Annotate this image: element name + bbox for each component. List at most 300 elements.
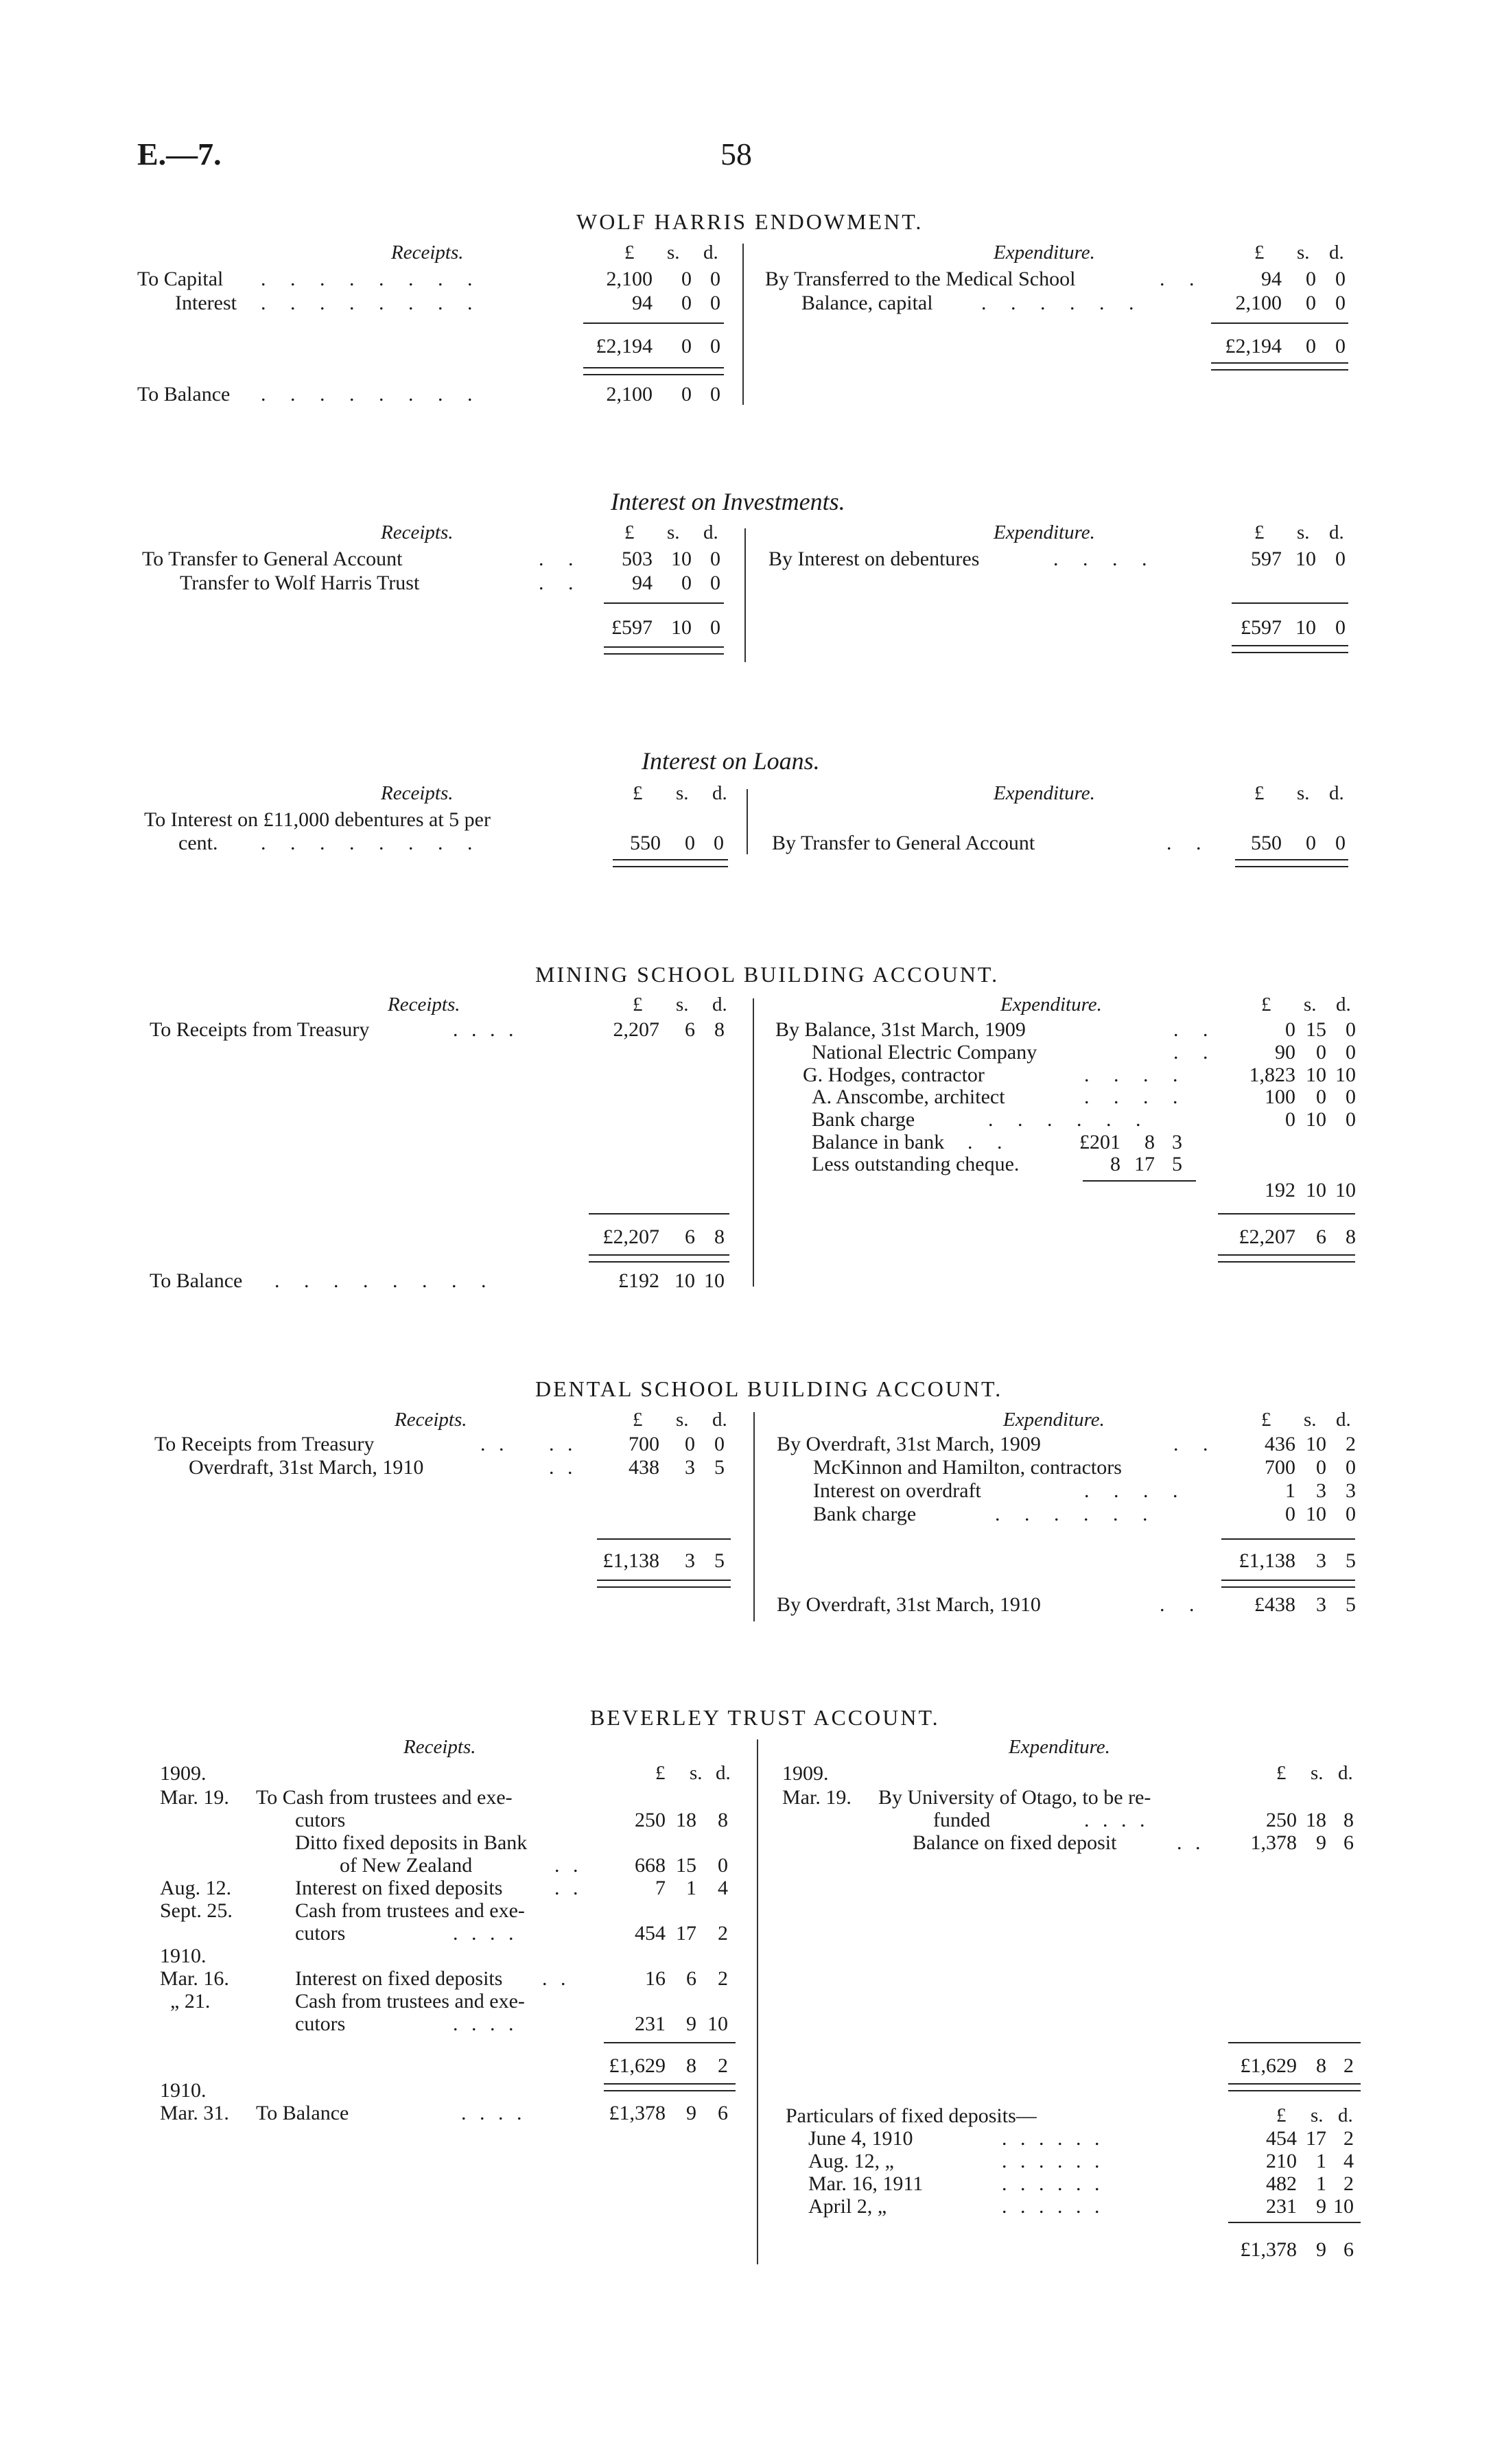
leader-dots: . . [549, 1433, 577, 1455]
beverley-r6-line2: cutors [295, 2013, 346, 2035]
leader-dots: . . [549, 1456, 577, 1479]
currency-pence: d. [1336, 1409, 1351, 1431]
total-pence: 2 [718, 2054, 728, 2077]
beverley-balance-label: To Balance [256, 2102, 349, 2124]
amount-pounds: 2,100 [606, 383, 653, 406]
currency-shilling: s. [676, 994, 689, 1016]
amount-shillings: 9 [686, 2102, 696, 2124]
wolf-harris-receipt-2-label: Interest [175, 292, 237, 314]
currency-shilling: s. [676, 782, 689, 804]
investments-receipts-label: Receipts. [381, 521, 454, 543]
amount-pounds: 482 [1266, 2172, 1297, 2195]
currency-pound: £ [633, 782, 643, 804]
total-pence: 0 [1335, 335, 1346, 357]
amount-pounds: 700 [629, 1433, 659, 1455]
rule [604, 2042, 736, 2043]
mining-receipts-label: Receipts. [388, 994, 460, 1016]
amount-shillings: 1 [1316, 2172, 1326, 2195]
double-rule [597, 1580, 731, 1588]
leader-dots: . . . . [1053, 548, 1157, 570]
amount-shillings: 0 [1306, 292, 1316, 314]
beverley-r4-line2: cutors [295, 1922, 346, 1945]
leader-dots: . . . . [453, 1018, 518, 1041]
year-label: 1909. [782, 1762, 829, 1785]
rule [1228, 2222, 1361, 2223]
beverley-r4-line1: Cash from trustees and exe- [295, 1899, 525, 1922]
beverley-r2-line1: Ditto fixed deposits in Bank [295, 1831, 528, 1854]
amount-pence: 0 [1346, 1041, 1356, 1064]
investments-exp-1-label: By Interest on debentures [768, 548, 980, 570]
wolf-harris-exp-1-label: By Transferred to the Medical School [765, 268, 1076, 290]
currency-pence: d. [1338, 1762, 1353, 1784]
currency-pence: d. [1336, 994, 1351, 1016]
currency-pound: £ [633, 1409, 643, 1431]
amount-shillings: 10 [1306, 1064, 1326, 1086]
amount-pence: 0 [1335, 268, 1346, 290]
total-pence: 8 [1346, 1225, 1356, 1248]
amount-pounds: 231 [1266, 2195, 1297, 2218]
leader-dots: . . . . . . . . [261, 383, 482, 406]
currency-shilling: s. [1311, 1762, 1324, 1784]
amount-pence: 10 [1335, 1064, 1356, 1086]
total-pence: 5 [1346, 1549, 1356, 1572]
amount-pence: 5 [714, 1456, 725, 1479]
leader-dots: . . . . . . [1002, 2127, 1104, 2150]
rule [597, 1538, 731, 1540]
particulars-label: Particulars of fixed deposits— [786, 2104, 1037, 2127]
amount-pence: 0 [710, 292, 720, 314]
amount-shillings: 9 [686, 2013, 696, 2035]
currency-pound: £ [1254, 782, 1265, 804]
currency-pound: £ [633, 994, 643, 1016]
amount-pence: 0 [710, 548, 720, 570]
amount-shillings: 0 [681, 572, 692, 594]
amount-pence: 10 [1333, 2195, 1354, 2218]
investments-expenditure-label: Expenditure. [994, 521, 1095, 543]
currency-pence: d. [1329, 521, 1344, 543]
leader-dots: . . [539, 548, 583, 570]
leader-dots: . . [1160, 1593, 1204, 1616]
currency-shilling: s. [676, 1409, 689, 1431]
leader-dots: . . . . . . [988, 1108, 1151, 1131]
amount-pounds: 503 [622, 548, 653, 570]
mining-exp-5-label: Bank charge [812, 1108, 915, 1131]
amount-pence: 2 [1343, 2172, 1354, 2195]
total-pounds: £597 [1241, 616, 1282, 639]
entry-date: Mar. 19. [782, 1786, 852, 1809]
rule [1218, 1213, 1355, 1215]
dental-exp-2-label: McKinnon and Hamilton, contractors [813, 1456, 1122, 1479]
currency-shilling: s. [1311, 2104, 1324, 2126]
currency-shilling: s. [1297, 782, 1310, 804]
currency-pound: £ [1276, 2104, 1287, 2126]
leader-dots: . . . . . . [1002, 2172, 1104, 2195]
leader-dots: . . . . . . . . [274, 1269, 496, 1292]
rule [589, 1213, 729, 1215]
column-divider [742, 244, 744, 405]
amount-pounds: 250 [635, 1809, 666, 1831]
dental-exp-3-label: Interest on overdraft [813, 1479, 981, 1502]
investments-receipt-2-label: Transfer to Wolf Harris Trust [180, 572, 420, 594]
dental-receipt-2-label: Overdraft, 31st March, 1910 [189, 1456, 424, 1479]
mining-balance-label: To Balance [150, 1269, 243, 1292]
amount-pounds: £192 [618, 1269, 659, 1292]
loans-exp-1-label: By Transfer to General Account [772, 832, 1035, 854]
total-shillings: 6 [1316, 1225, 1326, 1248]
amount-shillings: 6 [686, 1967, 696, 1990]
amount-pounds: 231 [635, 2013, 666, 2035]
double-rule [604, 2083, 736, 2091]
amount-pence: 0 [714, 832, 724, 854]
entry-date: Mar. 19. [160, 1786, 229, 1809]
amount-pounds: £1,378 [609, 2102, 666, 2124]
total-pounds: £2,194 [1225, 335, 1282, 357]
amount-pence: 4 [718, 1877, 728, 1899]
dental-exp-1-label: By Overdraft, 31st March, 1909 [777, 1433, 1041, 1455]
beverley-e1-line1: By University of Otago, to be re- [878, 1786, 1151, 1809]
amount-shillings: 0 [685, 1433, 695, 1455]
leader-dots: . . [1177, 1831, 1205, 1854]
leader-dots: . . [554, 1877, 583, 1899]
beverley-r1-line1: To Cash from trustees and exe- [256, 1786, 513, 1809]
total-pounds: £1,378 [1240, 2238, 1297, 2261]
wolf-harris-title: WOLF HARRIS ENDOWMENT. [576, 209, 924, 234]
deposit-date: April 2, „ [808, 2195, 887, 2218]
leader-dots: . . [1173, 1433, 1218, 1455]
currency-pound: £ [1254, 242, 1265, 263]
amount-pence: 0 [1346, 1456, 1356, 1479]
amount-pence: 8 [1343, 1809, 1354, 1831]
currency-pound: £ [1261, 1409, 1271, 1431]
total-shillings: 0 [681, 335, 692, 357]
column-divider [753, 1412, 755, 1621]
leader-dots: . . . . . . [981, 292, 1144, 314]
amount-shillings: 0 [1306, 832, 1316, 854]
leader-dots: . . . . . . [1002, 2150, 1104, 2172]
dental-exp-4-label: Bank charge [813, 1503, 917, 1525]
amount-pounds: 436 [1265, 1433, 1295, 1455]
amount-pence: 5 [1346, 1593, 1356, 1616]
currency-shilling: s. [667, 521, 680, 543]
entry-date: „ 21. [170, 1990, 211, 2013]
deposit-date: June 4, 1910 [808, 2127, 913, 2150]
loans-receipt-line2: cent. [178, 832, 218, 854]
leader-dots: . . . . [1084, 1479, 1188, 1502]
amount-shillings: 15 [1306, 1018, 1326, 1041]
currency-pound: £ [624, 521, 635, 543]
amount-pounds: 1 [1285, 1479, 1295, 1502]
total-pounds: £2,194 [596, 335, 653, 357]
amount-shillings: 10 [1295, 548, 1316, 570]
amount-shillings: 15 [676, 1854, 696, 1877]
currency-shilling: s. [690, 1762, 703, 1784]
amount-pounds: 597 [1251, 548, 1282, 570]
amount-pounds: 0 [1285, 1503, 1295, 1525]
entry-date: Aug. 12. [160, 1877, 232, 1899]
amount-pounds: 1,378 [1250, 1831, 1297, 1854]
mining-title: MINING SCHOOL BUILDING ACCOUNT. [535, 962, 1000, 987]
currency-pound: £ [1261, 994, 1271, 1016]
total-shillings: 10 [1295, 616, 1316, 639]
year-label: 1910. [160, 2079, 207, 2102]
amount-shillings: 10 [674, 1269, 695, 1292]
amount-pence: 8 [714, 1018, 725, 1041]
leader-dots: . . . . [461, 2102, 526, 2124]
total-shillings: 3 [685, 1549, 695, 1572]
leader-dots: . . [554, 1854, 583, 1877]
amount-pounds: 668 [635, 1854, 666, 1877]
dental-title: DENTAL SCHOOL BUILDING ACCOUNT. [535, 1376, 1003, 1401]
double-rule [1235, 859, 1348, 867]
deposit-date: Mar. 16, 1911 [808, 2172, 924, 2195]
amount-pounds: 550 [630, 832, 661, 854]
beverley-receipts-label: Receipts. [403, 1736, 476, 1758]
amount-shillings: 17 [676, 1922, 696, 1945]
amount-shillings: 9 [1316, 2195, 1326, 2218]
amount-pounds: 1,823 [1249, 1064, 1295, 1086]
leader-dots: . . [1160, 268, 1204, 290]
total-pence: 0 [710, 335, 720, 357]
leader-dots: . . . . [1084, 1086, 1188, 1108]
amount-pence: 8 [718, 1809, 728, 1831]
dental-closing-label: By Overdraft, 31st March, 1910 [777, 1593, 1041, 1616]
leader-dots: . . [480, 1433, 508, 1455]
mining-bank-balance-label: Balance in bank [812, 1131, 945, 1153]
amount-pounds: 7 [655, 1877, 666, 1899]
total-pence: 0 [710, 616, 720, 639]
total-pounds: £2,207 [602, 1225, 659, 1248]
currency-pence: d. [1338, 2104, 1353, 2126]
amount-pence: 0 [1346, 1503, 1356, 1525]
mining-exp-2-label: National Electric Company [812, 1041, 1037, 1064]
amount-pence: 6 [718, 2102, 728, 2124]
amount-pence: 10 [707, 2013, 728, 2035]
entry-date: Sept. 25. [160, 1899, 233, 1922]
rule [583, 322, 724, 324]
amount-shillings: 0 [1316, 1086, 1326, 1108]
amount-pounds: 550 [1251, 832, 1282, 854]
dental-receipt-1-label: To Receipts from Treasury [154, 1433, 375, 1455]
double-rule [589, 1254, 729, 1263]
loans-receipt-line1: To Interest on £11,000 debentures at 5 per [144, 808, 491, 831]
currency-pence: d. [1329, 782, 1344, 804]
amount-shillings: 10 [1306, 1503, 1326, 1525]
amount-pence: 0 [710, 572, 720, 594]
amount-pounds: £201 [1079, 1131, 1120, 1153]
currency-shilling: s. [1297, 242, 1310, 263]
currency-pence: d. [703, 242, 718, 263]
double-rule [1218, 1254, 1355, 1263]
amount-pounds: 2,100 [1235, 292, 1282, 314]
investments-receipt-1-label: To Transfer to General Account [142, 548, 403, 570]
double-rule [583, 367, 724, 375]
total-pounds: £2,207 [1238, 1225, 1295, 1248]
amount-pounds: 2,207 [613, 1018, 659, 1041]
amount-pounds: 8 [1110, 1153, 1120, 1175]
beverley-r6-line1: Cash from trustees and exe- [295, 1990, 525, 2013]
currency-shilling: s. [667, 242, 680, 263]
rule [1211, 322, 1348, 324]
amount-pence: 6 [1343, 1831, 1354, 1854]
year-label: 1910. [160, 1945, 207, 1967]
mining-exp-1-label: By Balance, 31st March, 1909 [775, 1018, 1026, 1041]
beverley-e1-line2: funded [933, 1809, 991, 1831]
leader-dots: . . . . . . [1002, 2195, 1104, 2218]
currency-shilling: s. [1297, 521, 1310, 543]
amount-pounds: 250 [1266, 1809, 1297, 1831]
amount-pounds: 90 [1275, 1041, 1295, 1064]
entry-date: Mar. 16. [160, 1967, 229, 1990]
total-pounds: £1,629 [609, 2054, 666, 2077]
amount-shillings: 0 [1316, 1456, 1326, 1479]
mining-exp-4-label: A. Anscombe, architect [812, 1086, 1005, 1108]
dental-receipts-label: Receipts. [395, 1409, 467, 1431]
amount-shillings: 10 [1306, 1108, 1326, 1131]
total-pence: 2 [1343, 2054, 1354, 2077]
dental-expenditure-label: Expenditure. [1003, 1409, 1105, 1431]
total-pounds: £597 [611, 616, 653, 639]
wolf-harris-exp-2-label: Balance, capital [801, 292, 933, 314]
amount-shillings: 1 [1316, 2150, 1326, 2172]
beverley-expenditure-label: Expenditure. [1009, 1736, 1110, 1758]
leader-dots: . . [1166, 832, 1211, 854]
amount-shillings: 6 [685, 1018, 695, 1041]
entry-date: Mar. 31. [160, 2102, 229, 2124]
amount-pence: 3 [1346, 1479, 1356, 1502]
amount-shillings: 3 [1316, 1593, 1326, 1616]
wolf-harris-receipt-1-label: To Capital [137, 268, 224, 290]
total-shillings: 9 [1316, 2238, 1326, 2261]
total-pounds: £1,629 [1240, 2054, 1297, 2077]
amount-shillings: 0 [1306, 268, 1316, 290]
currency-pence: d. [1329, 242, 1344, 263]
total-pence: 0 [1335, 616, 1346, 639]
amount-shillings: 10 [1306, 1179, 1326, 1201]
amount-pence: 4 [1343, 2150, 1354, 2172]
amount-pence: 10 [704, 1269, 725, 1292]
double-rule [1232, 645, 1348, 653]
rule [1083, 1180, 1196, 1182]
beverley-r5-label: Interest on fixed deposits [295, 1967, 503, 1990]
currency-shilling: s. [1304, 994, 1317, 1016]
total-shillings: 6 [685, 1225, 695, 1248]
amount-shillings: 18 [676, 1809, 696, 1831]
year-label: 1909. [160, 1762, 207, 1785]
amount-pounds: 94 [1261, 268, 1282, 290]
column-divider [753, 998, 754, 1287]
beverley-r1-line2: cutors [295, 1809, 346, 1831]
amount-shillings: 0 [681, 383, 692, 406]
amount-shillings: 0 [681, 292, 692, 314]
amount-shillings: 10 [671, 548, 692, 570]
currency-pound: £ [1254, 521, 1265, 543]
total-pounds: £1,138 [602, 1549, 659, 1572]
amount-shillings: 3 [1316, 1479, 1326, 1502]
amount-pounds: 454 [1266, 2127, 1297, 2150]
column-divider [744, 528, 746, 662]
double-rule [1221, 1580, 1355, 1588]
currency-pence: d. [712, 782, 727, 804]
wolf-harris-balance-label: To Balance [137, 383, 231, 406]
amount-shillings: 0 [685, 832, 695, 854]
amount-pence: 10 [1335, 1179, 1356, 1201]
amount-pence: 2 [1343, 2127, 1354, 2150]
deposit-date: Aug. 12, „ [808, 2150, 894, 2172]
amount-pence: 0 [1335, 292, 1346, 314]
report-code: E.—7. [137, 137, 222, 172]
leader-dots: . . . . [453, 2013, 518, 2035]
loans-receipts-label: Receipts. [381, 782, 454, 804]
amount-pence: 0 [1346, 1086, 1356, 1108]
amount-pence: 2 [718, 1922, 728, 1945]
amount-shillings: 17 [1306, 2127, 1326, 2150]
total-pounds: £1,138 [1238, 1549, 1295, 1572]
amount-pounds: 94 [632, 572, 653, 594]
leader-dots: . . . . . . [995, 1503, 1158, 1525]
currency-shilling: s. [1304, 1409, 1317, 1431]
beverley-title: BEVERLEY TRUST ACCOUNT. [590, 1705, 940, 1730]
amount-pounds: 94 [632, 292, 653, 314]
wolf-harris-expenditure-label: Expenditure. [994, 242, 1095, 263]
leader-dots: . . [1173, 1041, 1218, 1064]
currency-pence: d. [703, 521, 718, 543]
amount-shillings: 0 [1316, 1041, 1326, 1064]
loans-title: Interest on Loans. [642, 747, 820, 775]
double-rule [604, 646, 724, 655]
double-rule [1211, 362, 1348, 371]
mining-expenditure-label: Expenditure. [1000, 994, 1102, 1016]
amount-shillings: 9 [1316, 1831, 1326, 1854]
amount-shillings: 3 [685, 1456, 695, 1479]
amount-pence: 0 [718, 1854, 728, 1877]
column-divider [757, 1739, 758, 2264]
amount-pence: 2 [718, 1967, 728, 1990]
beverley-r2-line2: of New Zealand [340, 1854, 473, 1877]
total-shillings: 10 [671, 616, 692, 639]
leader-dots: . . [967, 1131, 1012, 1153]
amount-pounds: 0 [1285, 1108, 1295, 1131]
amount-shillings: 18 [1306, 1809, 1326, 1831]
amount-pence: 0 [1346, 1018, 1356, 1041]
currency-pence: d. [716, 1762, 731, 1784]
amount-pounds: 454 [635, 1922, 666, 1945]
amount-pence: 0 [1346, 1108, 1356, 1131]
amount-pounds: 100 [1265, 1086, 1295, 1108]
amount-pounds: 192 [1265, 1179, 1295, 1201]
amount-pence: 0 [714, 1433, 725, 1455]
mining-receipt-1-label: To Receipts from Treasury [150, 1018, 370, 1041]
amount-pence: 0 [1335, 832, 1346, 854]
beverley-e2-label: Balance on fixed deposit [913, 1831, 1117, 1854]
rule [604, 602, 724, 604]
total-pence: 6 [1343, 2238, 1354, 2261]
currency-pound: £ [1276, 1762, 1287, 1784]
total-shillings: 8 [686, 2054, 696, 2077]
currency-pound: £ [624, 242, 635, 263]
amount-pounds: 210 [1266, 2150, 1297, 2172]
amount-pounds: 0 [1285, 1018, 1295, 1041]
double-rule [613, 859, 728, 867]
leader-dots: . . . . [1084, 1064, 1188, 1086]
total-pence: 5 [714, 1549, 725, 1572]
amount-pounds: 2,100 [606, 268, 653, 290]
amount-pence: 2 [1346, 1433, 1356, 1455]
amount-pence: 0 [710, 383, 720, 406]
wolf-harris-receipts-label: Receipts. [391, 242, 464, 263]
leader-dots: . . [539, 572, 583, 594]
amount-pence: 0 [710, 268, 720, 290]
leader-dots: . . . . . . . . [261, 832, 482, 854]
